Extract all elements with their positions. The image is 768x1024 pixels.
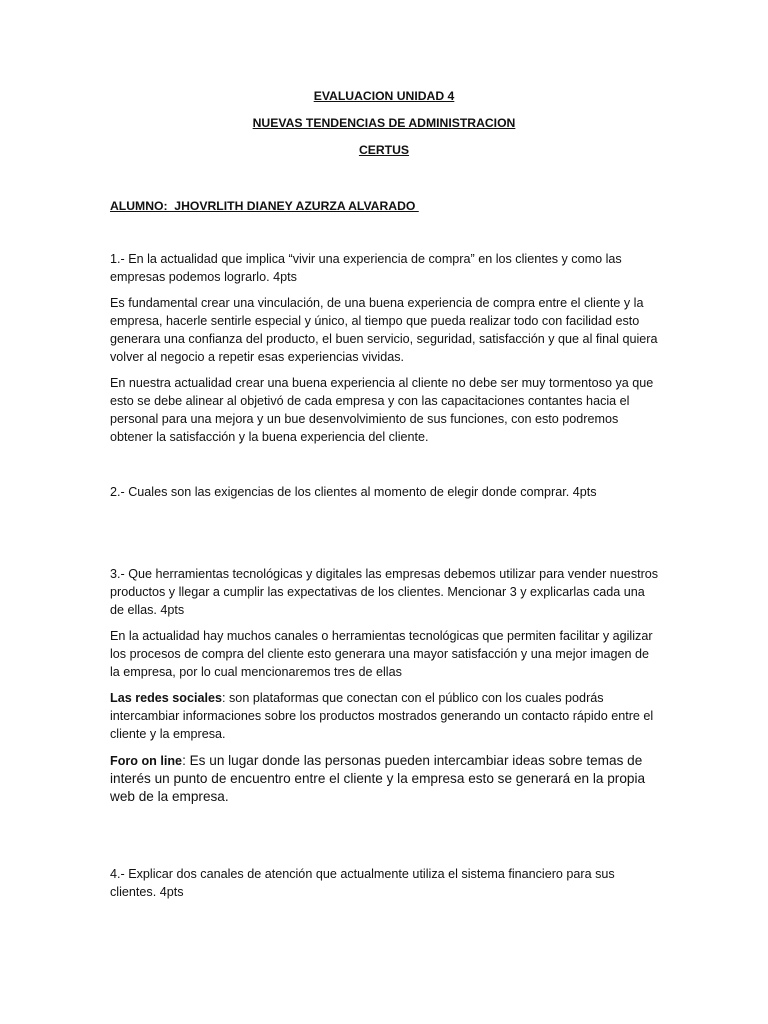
question-1: 1.- En la actualidad que implica “vivir una experiencia de compra” en los clientes y como las empresas podemos lograrlo. 4pts [110,252,622,284]
answer-1-paragraph-1: Es fundamental crear una vinculación, de una buena experiencia de compra entre el cliente y la empresa, hacerle sentirle especial y único, al tiempo que pueda realizar todo con facilidad esto generara una confianza del producto, el buen servicio, seguridad, satisfacción y que al final quiera volver al negocio a repetir esas experiencias vividas. [110,296,658,364]
item-body-foro-online: : Es un lugar donde las personas pueden intercambiar ideas sobre temas de interés un punto de encuentro entre el cliente y la empresa esto se generará en la propia web de la empresa. [110,753,646,804]
answer-3-intro: En la actualidad hay muchos canales o herramientas tecnológicas que permiten facilitar y agilizar los procesos de compra del cliente esto generara una mayor satisfacción y una mejor imagen de la empresa, por lo cual mencionaremos tres de ellas [110,629,653,679]
item-body-redes-sociales: : son plataformas que conectan con el público con los cuales podrás intercambiar informaciones sobre los productos mostrados generando un contacto rápido entre el cliente y la empresa. [110,691,654,741]
question-3: 3.- Que herramientas tecnológicas y digitales las empresas debemos utilizar para vender nuestros productos y llegar a cumplir las expectativas de los clientes. Mencionar 3 y explicarlas cada una de ellas. 4pts [110,567,659,617]
course-title: NUEVAS TENDENCIAS DE ADMINISTRACION [252,116,516,130]
question-4: 4.- Explicar dos canales de atención que actualmente utiliza el sistema financiero para sus clientes. 4pts [110,867,615,899]
institution-title: CERTUS [358,143,410,157]
student-name: ALUMNO: JHOVRLITH DIANEY AZURZA ALVARADO [110,199,419,213]
answer-1-paragraph-2: En nuestra actualidad crear una buena experiencia al cliente no debe ser muy tormentoso ya que esto se debe alinear al objetivó de cada empresa y con las capacitaciones contantes hacia el personal para una mejora y un bue desenvolvimiento de sus funciones, con esto podremos obtener la satisfacción y la buena experiencia del cliente. [110,376,654,444]
question-2: 2.- Cuales son las exigencias de los clientes al momento de elegir donde comprar. 4pts [110,485,597,499]
item-lead-redes-sociales: Las redes sociales [110,691,223,705]
document-title: EVALUACION UNIDAD 4 [313,89,455,103]
answer-3-item-foro-online [110,752,660,806]
answer-3-item-redes-sociales [110,689,660,743]
item-lead-foro-online: Foro on line [110,754,183,768]
